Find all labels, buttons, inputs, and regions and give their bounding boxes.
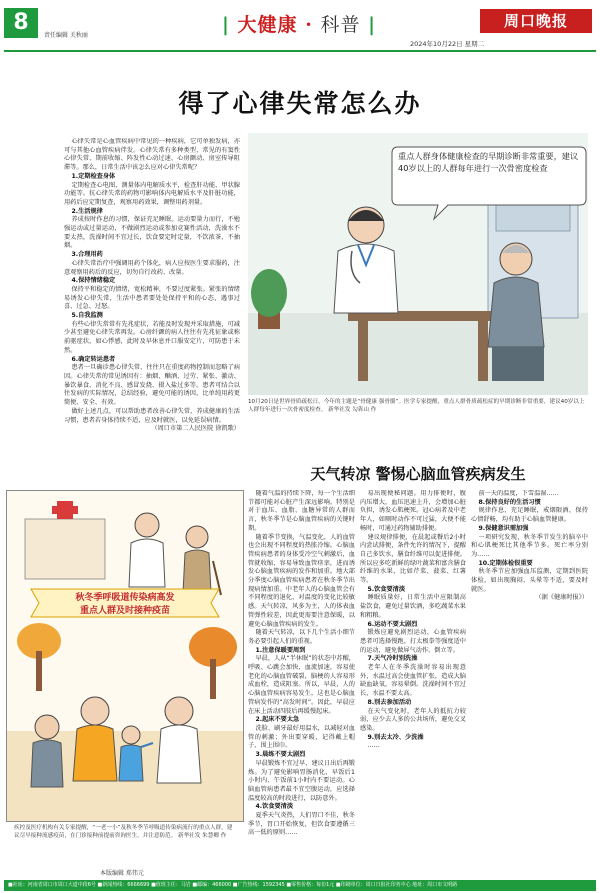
- byline: （据《健康时报》）: [535, 594, 588, 602]
- paragraph: ……: [367, 742, 380, 750]
- subheading: 3.晨练不要太剧烈: [255, 751, 306, 759]
- subheading: 3.合理用药: [71, 251, 103, 259]
- header-divider: [4, 50, 596, 52]
- paragraph: 锻炼应避免剧烈运动，心血管疾病患者可选择慢跑、打太极拳等强度适中的运动，避免做屏气动作、倒立等。: [360, 629, 466, 654]
- paragraph: 随着天气转凉，以下几个生活小细节务必要引起人们的重视。: [248, 629, 355, 645]
- paragraph: 夏季天气炎热，人们胃口不佳，秋冬季节，胃口开始恢复，但饮食要遵循三高一低的原则……: [248, 812, 355, 837]
- paragraph: 患者一旦确诊患心律失常，往往只在重度药物控制而忽略了病因。心律失常的常见诱因有：抽烟、酗酒、过劳、紧张、激动、暴饮暴食、消化不良、感冒发烧、摄入盐过多等。患者可结合以往发病的实际情况，总结经验，避免可能的诱因，比单纯用药更简便、安全、有效。: [64, 364, 240, 407]
- subheading: 2.起床不要太急: [255, 716, 300, 724]
- subheading: 5.饮食要清淡: [367, 585, 406, 593]
- paragraph: 随着季节变换，气温变化，人的血管也会出现不同程度的热胀冷缩。心脑血管疾病患者的身体受冷空气刺激后，血管就收缩，容易导致血管痉挛，进而诱发心脑血管疾病的发作和加重。地大部分季度心脑血管疾病患者在秋冬季节出现病情加重。中老年人的心脑血管会有不同程度的退化，对温度的变化比较敏感。天气转凉，风多为主，人的体表血管弹性较差，因此更需要注意保暖，以避免心脑血管疾病的发生。: [248, 533, 355, 628]
- paragraph: 一项研究发现，秋冬季节发生的脑卒中和心肌梗死比其他季节多。死亡率分别为……: [471, 533, 588, 558]
- paragraph: 早晨，人从“半休眠”的状态中苏醒，呼吸、心跳会加快，血流加速，容易使老化的心脑血管破裂，脑梗的人容易形成血栓，造成阻塞。所以，早晨，人的心脑血管疾病容易发生，这也是心脑血管病发作的“高发时间”。因此，早晨应在床上活动四肢后再缓慢起床。: [248, 655, 355, 715]
- caption-vaccination-illustration: 疾控及医疗机构有关专家提醒，“一老一小”及秋冬季节呼吸道传染病流行的重点人群，建议尽早接种流感疫苗，在门诊接种前提前咨询医生，并注意防范。 新华社发 朱慧卿 作: [14, 825, 233, 839]
- section-title: [222, 10, 376, 37]
- paragraph: 建议规律排便，在晨起或餐后2小时内尝试排便，条件允许的情况下，提醒自己多饮水，膳食纤维可以促进排便。所以应多吃新鲜的绿叶蔬菜和富含膳食纤维的水果，比如芹菜、菠菜、红薯等。: [360, 533, 466, 585]
- page-number: 8: [4, 8, 38, 38]
- caption-doctor-illustration: 10月20日是世界骨质疏松日，今年的主题是“骨健康 强骨骼”。医学专家提醒，重点人群骨质疏松症的早期诊断非常重要，建议40岁以上人群每年进行一次骨密度检查。 新华社发 勾犇山 作: [248, 399, 585, 413]
- subheading: 6.运动不要太剧烈: [367, 620, 418, 628]
- paragraph: 随着气温的持续下降，每一个生活细节都可能对心脏产生深远影响。特别是对于血压、血脂、血糖异常的人群而言，秋冬季节是心脑血管疾病的关键时期。: [248, 490, 355, 532]
- paragraph: 洗脸、刷牙最好用温水，以减轻对血管的刺激；外出要穿暖，记得戴上帽子、围上围巾。: [248, 724, 355, 750]
- paragraph: 秋冬季节应加强血压监测，定期到医院体检，如出现胸闷、头晕等不适，要及时就医。: [471, 568, 588, 593]
- paragraph: 在天气变化时，老年人的抵抗力较弱，应少去人多的公共场所，避免交叉感染。: [360, 707, 466, 732]
- paragraph: 规律作息、充足睡眠，戒烟限酒，保持心情舒畅，均有助于心脑血管健康。: [471, 507, 588, 524]
- page-editors: 责任编辑 关秋丽: [44, 32, 88, 39]
- paragraph: 心律失常是心血管疾病中常见的一种疾病，它可单独发病，亦可与其他心血管疾病伴发。心律失常有多种类型，常见的有窦性心律失常、期前收缩、阵发性心动过速、心房颤动、房室传导阻滞等。那么，日常生活中该怎么应对心律失常呢？: [64, 138, 240, 172]
- illustration-vaccination: [6, 490, 244, 822]
- subheading: 1.注意保暖要周到: [255, 646, 306, 654]
- page-editor-credit: 本版编辑 郑伟元: [100, 870, 144, 877]
- paragraph: 老年人在冬季洗澡时容易出现意外，水温过高会使血管扩张，造成大脑缺血缺氧，容易晕倒。洗澡时间不宜过长，水温不要太高。: [360, 664, 466, 698]
- subheading: 4.饮食要清淡: [255, 803, 294, 811]
- subheading: 8.保持良好的生活习惯: [478, 498, 541, 506]
- paragraph: 睡眠质量好，日常生活中应限制高盐饮食，避免过量饮酒，多吃蔬菜水果和粗粮。: [360, 594, 466, 619]
- subheading: 7.天气冷时别洗澡: [367, 655, 418, 663]
- banner-line-1: 秋冬季呼吸道传染病高发: [75, 593, 175, 603]
- subheading: 6.确定转运患者: [71, 355, 116, 363]
- section-main: 大健康: [237, 14, 298, 36]
- byline: （周口市第二人民医院 徐凯歌）: [151, 425, 240, 433]
- article-cardio-col-2: [360, 490, 466, 865]
- publication-date: 2024年10月22日 星期二: [410, 40, 485, 48]
- paragraph: 前一天的温度，下雪温湿……: [478, 490, 559, 497]
- subheading: 9.保健意识需加强: [478, 524, 529, 532]
- paragraph: 早晨锻炼不宜过早，建议日出后再锻炼。为了避免影响胃肠消化，早饭后1小时内、午饭前1小时内不要运动。心脑血管病患者最不宜空腹运动，应选择温度较高的时段进行，以防意外。: [248, 759, 355, 802]
- subheading: 8.别去参加活动: [367, 698, 412, 706]
- speech-bubble-text: 重点人群身体健康检查的早期诊断非常重要，建议40岁以上的人群每年进行一次骨密度检查: [398, 151, 579, 173]
- section-bar-icon: |: [222, 14, 230, 36]
- subheading: 1.定期检查身体: [71, 172, 116, 180]
- illustration-doctor-consult: [248, 133, 588, 395]
- subheading: 2.生活规律: [71, 207, 103, 215]
- subheading: 4.保持情绪稳定: [71, 277, 116, 285]
- paragraph: 有些心律失常常有先兆症状，若能及时发现并采取措施，可减少甚至避免心律失常再发。心房纤颤的病人往往有先兆征象或称前驱症状，如心悸感，此时及早休息并口服安定片，可防患于未然。: [64, 320, 240, 354]
- paragraph: 定期检查心电图，测量体内电解质水平，检查肝功能、甲状腺功能等。抗心律失常的药物可影响体内电解质水平及肝脏功能，用药后应定期复查，观察用药效果，调整用药剂量。: [64, 181, 240, 206]
- subheading: 9.别去太冷、少洗澡: [367, 733, 424, 741]
- headline: 得了心律失常怎么办: [178, 89, 422, 118]
- section-sub: 科普: [320, 14, 361, 36]
- article-cardio-col-3: [471, 490, 588, 865]
- article-cardio-col-1: [248, 490, 355, 865]
- subheading: 10.定期体检很重要: [478, 559, 533, 567]
- paragraph: 保持平和稳定的情绪，宽松精神，不要过度紧张。紧张的情绪易诱发心律失常，生活中患者要处处保持平和的心态，遇事过喜、过急、过怒。: [64, 285, 240, 311]
- banner-line-2: 重点人群及时接种疫苗: [79, 606, 170, 616]
- paragraph: 易出现便秘问题。用力排便时，腹内压增大，血压迅速上升，会增加心脏负担，诱发心肌梗死。冠心病者及中老年人，如厕时动作不可过猛，大便不能畅时，可通过药物辅助排便。: [360, 490, 466, 532]
- section-dot: ·: [305, 14, 313, 36]
- footer-info-bar: ■社址：河南省周口市周口大道中段6号 ■新闻热线：6666699 ■值班主任：马岩 ■邮编：466000 ■广告热线：1592345 ■零售价格：每份1元 ■印刷单位：周口日报社印务中心 地址：周口市文明路: [4, 880, 596, 891]
- article-heart-rhythm: [64, 138, 240, 480]
- paragraph: 养成按时作息的习惯，保证充足睡眠。运动要量力而行，不勉强运动或过量运动，不做剧烈运动或参加竞赛性活动，洗澡水不要太热，洗澡时间不宜过长，饮食要定时定量，不饮浓茶、不抽烟。: [64, 216, 240, 250]
- paragraph: 心律失常治疗中强调用药个体化，病人应按医生要求服药，注意观察用药后的反应，切勿自行改药、改量。: [64, 259, 240, 276]
- subheading: 5.自我监测: [71, 312, 103, 320]
- masthead-logo: 周口晚报: [480, 9, 592, 33]
- vaccination-illustration: [7, 491, 243, 821]
- paragraph: 做好上述几点，可以帮助患者改善心律失常，养成健康的生活习惯，患者若身体持续不适，应及时就医，以免延误病情。: [64, 407, 240, 424]
- section-bar-icon: |: [368, 14, 376, 36]
- headline-cardio-warning: 天气转凉 警惕心脑血管疾病发生: [310, 465, 526, 483]
